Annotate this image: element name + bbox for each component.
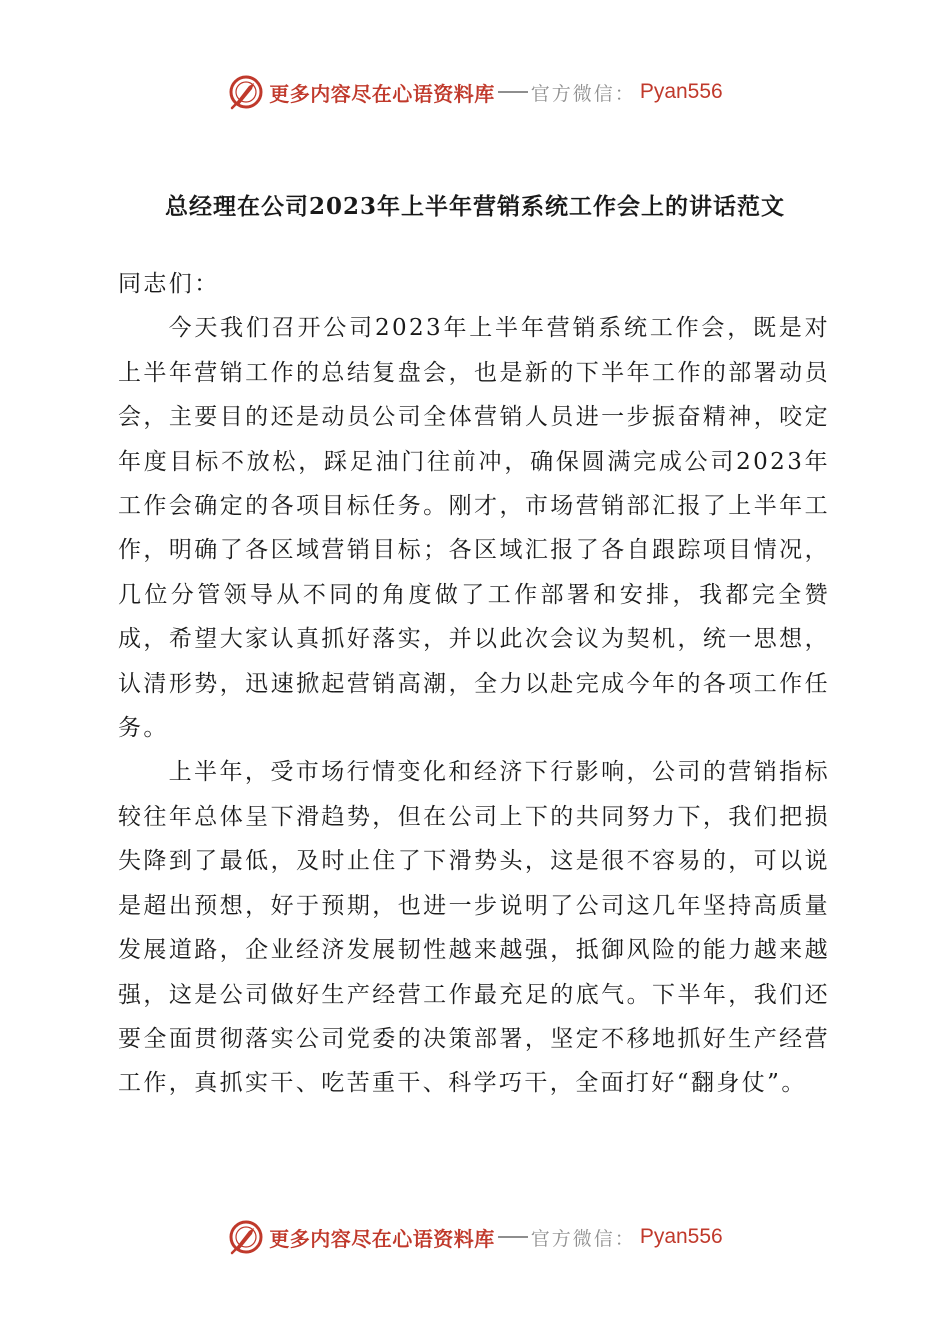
paragraph-2: 上半年，受市场行情变化和经济下行影响，公司的营销指标较往年总体呈下滑趋势，但在公司上下的共同努力下，我们把损失降到了最低，及时止住了下滑势头，这是很不容易的，可以说是超出预想，好于预期，也进一步说明了公司这几年坚持高质量发展道路，企业经济发展韧性越来越强，抵御风险的能力越来越强，这是公司做好生产经营工作最充足的底气。下半年，我们还要全面贯彻落实公司党委的决策部署，坚定不移地抓好生产经营工作，真抓实干、吃苦重干、科学巧干，全面打好“翻身仗”。 xyxy=(118,759,830,1097)
watermark-contact-label: 官方微信 xyxy=(530,1227,615,1250)
watermark-separator: ： xyxy=(614,1227,634,1250)
watermark-dash xyxy=(498,1236,528,1238)
pen-logo-icon xyxy=(227,1218,265,1256)
document-title: 总经理在公司2023年上半年营销系统工作会上的讲话范文 xyxy=(164,193,785,220)
pen-logo-icon xyxy=(227,73,265,111)
watermark-footer xyxy=(0,1217,950,1257)
watermark-brand-text: 更多内容尽在心语资料库 xyxy=(269,1226,495,1251)
watermark-separator: ： xyxy=(614,82,634,105)
watermark-brand-text: 更多内容尽在心语资料库 xyxy=(269,81,495,106)
watermark-contact-id: Pyan556 xyxy=(639,80,723,103)
watermark-header xyxy=(0,72,950,112)
watermark-contact-id: Pyan556 xyxy=(639,1225,723,1248)
paragraph-1: 今天我们召开公司2023年上半年营销系统工作会，既是对上半年营销工作的总结复盘会，也是新的下半年工作的部署动员会，主要目的还是动员公司全体营销人员进一步振奋精神，咬定年度目标不放松，踩足油门往前冲，确保圆满完成公司2023年工作会确定的各项目标任务。刚才，市场营销部汇报了上半年工作，明确了各区域营销目标；各区域汇报了各自跟踪项目情况，几位分管领导从不同的角度做了工作部署和安排，我都完全赞成，希望大家认真抓好落实，并以此次会议为契机，统一思想，认清形势，迅速掀起营销高潮，全力以赴完成今年的各项工作任务。 xyxy=(118,315,830,742)
salutation: 同志们： xyxy=(118,271,220,297)
watermark-dash xyxy=(498,91,528,93)
document-body xyxy=(118,262,830,1106)
watermark-contact-label: 官方微信 xyxy=(530,82,615,105)
